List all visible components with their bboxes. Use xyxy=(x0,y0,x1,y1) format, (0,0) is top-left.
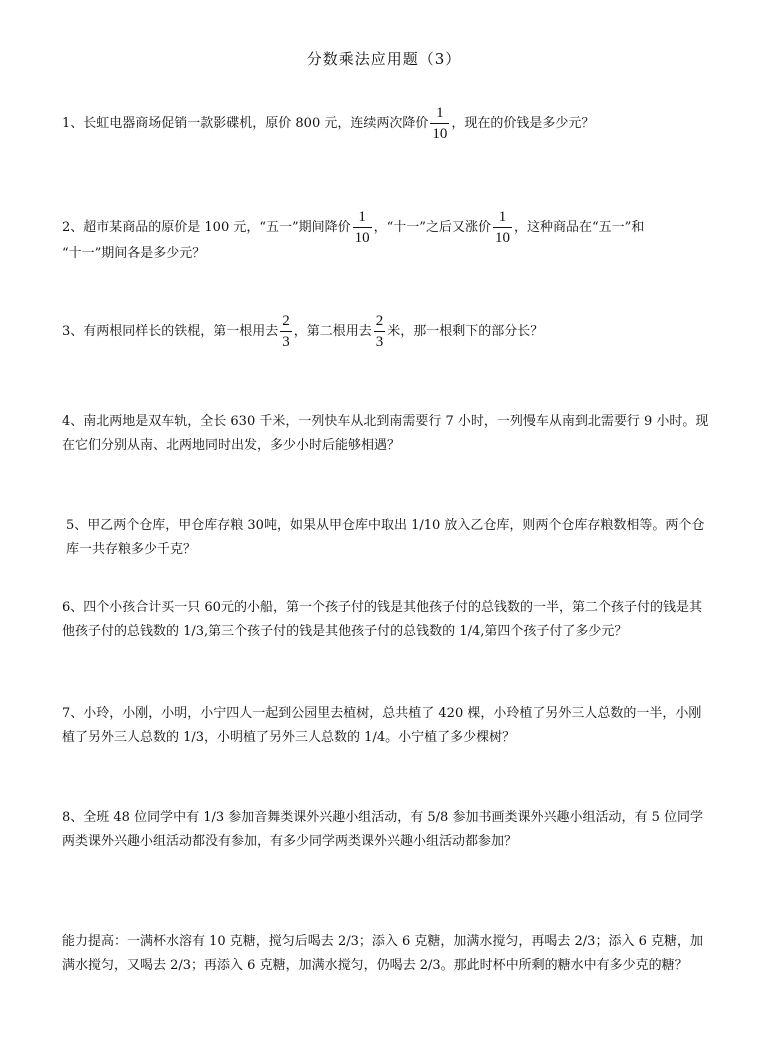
question-6: 6、四个小孩合计买一只 60元的小船，第一个孩子付的钱是其他孩子付的总钱数的一半，第二个孩子付的钱是其他孩子付的总钱数的 1/3,第三个孩子付的钱是其他孩子付的总钱数的 1/4,第四个孩子付了多少元？ xyxy=(62,600,702,639)
question-1-text-b: ，现在的价钱是多少元？ xyxy=(451,116,595,131)
question-7: 7、小玲，小刚，小明，小宁四人一起到公园里去植树，总共植了 420 棵，小玲植了另外三人总数的一半，小刚植了另外三人总数的 1/3，小明植了另外三人总数的 1/4。小宁植了多少棵树？ xyxy=(62,706,702,745)
question-1 xyxy=(62,105,712,142)
fraction-2-3-b: $\frac{2}{3}$ xyxy=(375,313,384,350)
question-ability: 能力提高：一满杯水溶有 10 克糖，搅匀后喝去 2/3；添入 6 克糖，加满水搅匀，再喝去 2/3；添入 6 克糖，加满水搅匀，又喝去 2/3；再添入 6 克糖，加满水搅匀，仍喝去 2/3。那此时杯中所剩的糖水中有多少克的糖？ xyxy=(62,934,703,973)
question-2 xyxy=(62,209,712,246)
question-2-text-c: ，这种商品在“五一”和 xyxy=(513,220,645,235)
page-title: 分数乘法应用题（3） xyxy=(306,50,462,68)
question-5: 5、甲乙两个仓库，甲仓库存粮 30吨，如果从甲仓库中取出 1/10 放入乙仓库，则两个仓库存粮数相等。两个仓库一共存粮多少千克？ xyxy=(66,518,705,557)
question-1-text-a: 1、长虹电器商场促销一款影碟机，原价 800 元，连续两次降价 xyxy=(62,116,429,131)
question-3 xyxy=(62,313,712,350)
question-2-line2: “十一”期间各是多少元？ xyxy=(62,246,206,261)
question-3-text-a: 3、有两根同样长的铁棍，第一根用去 xyxy=(62,324,279,339)
fraction-1-10-a: $\frac{1}{10}$ xyxy=(354,209,370,246)
fraction-2-3-a: $\frac{2}{3}$ xyxy=(282,313,290,350)
question-2-text-a: 2、超市某商品的原价是 100 元，“五一”期间降价 xyxy=(62,220,351,235)
question-8: 8、全班 48 位同学中有 1/3 参加音舞类课外兴趣小组活动，有 5/8 参加书画类课外兴趣小组活动，有 5 位同学两类课外兴趣小组活动都没有参加，有多少同学两类课外兴趣小组活动都参加？ xyxy=(62,810,703,849)
question-3-text-c: 米，那一根剩下的部分长？ xyxy=(387,324,544,339)
fraction-1-10: $\frac{1}{10}$ xyxy=(432,105,448,142)
fraction-1-10-b: $\frac{1}{10}$ xyxy=(494,209,510,246)
question-2-text-b: ，“十一”之后又涨价 xyxy=(373,220,491,235)
question-3-text-b: ，第二根用去 xyxy=(293,324,372,339)
question-4: 4、南北两地是双车轨，全长 630 千米，一列快车从北到南需要行 7 小时，一列慢车从南到北需要行 9 小时。现在它们分别从南、北两地同时出发，多少小时后能够相遇？ xyxy=(62,414,709,453)
